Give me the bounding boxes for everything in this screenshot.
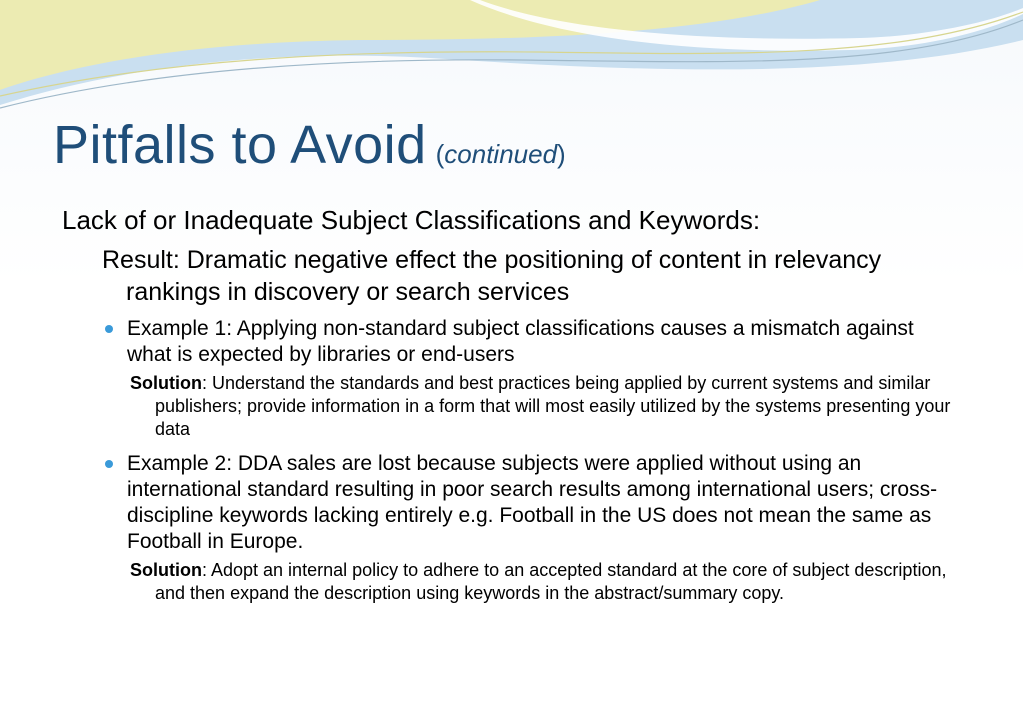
bullet-dot-icon xyxy=(105,325,113,333)
solution-label: Solution xyxy=(130,373,202,393)
title-continued: continued xyxy=(444,139,558,169)
title-paren-close: ) xyxy=(557,139,566,169)
title-paren-open: ( xyxy=(435,139,445,169)
slide-title xyxy=(53,115,566,175)
bullet-dot-icon xyxy=(105,460,113,468)
solution-text: : Understand the standards and best practices being applied by current systems and similar publishers; provide information in a form that will most easily utilized by the systems presenting your data xyxy=(155,373,951,439)
title-main: Pitfalls to Avoid xyxy=(53,115,427,175)
title-subtitle xyxy=(436,139,566,169)
example-1-solution xyxy=(130,372,955,441)
header-wave-decoration xyxy=(0,0,1023,130)
solution-text: : Adopt an internal policy to adhere to an accepted standard at the core of subject description, and then expand the description using keywords in the abstract/summary copy. xyxy=(155,560,947,603)
example-2-text: Example 2: DDA sales are lost because subjects were applied without using an international standard resulting in poor search results among international users; cross-discipline keywords lacking entirely e.g. Football in the US does not mean the same as Football in Europe. xyxy=(127,452,938,553)
example-2-solution xyxy=(130,559,955,605)
result-text: Result: Dramatic negative effect the positioning of content in relevancy rankings in discovery or search services xyxy=(102,246,882,306)
section-heading: Lack of or Inadequate Subject Classifications and Keywords: xyxy=(62,205,761,235)
example-1-bullet xyxy=(127,316,947,368)
slide-body xyxy=(60,204,970,615)
example-2-bullet xyxy=(127,451,947,555)
solution-label: Solution xyxy=(130,560,202,580)
example-1-text: Example 1: Applying non-standard subject classifications causes a mismatch against what is expected by libraries or end-users xyxy=(127,317,914,366)
